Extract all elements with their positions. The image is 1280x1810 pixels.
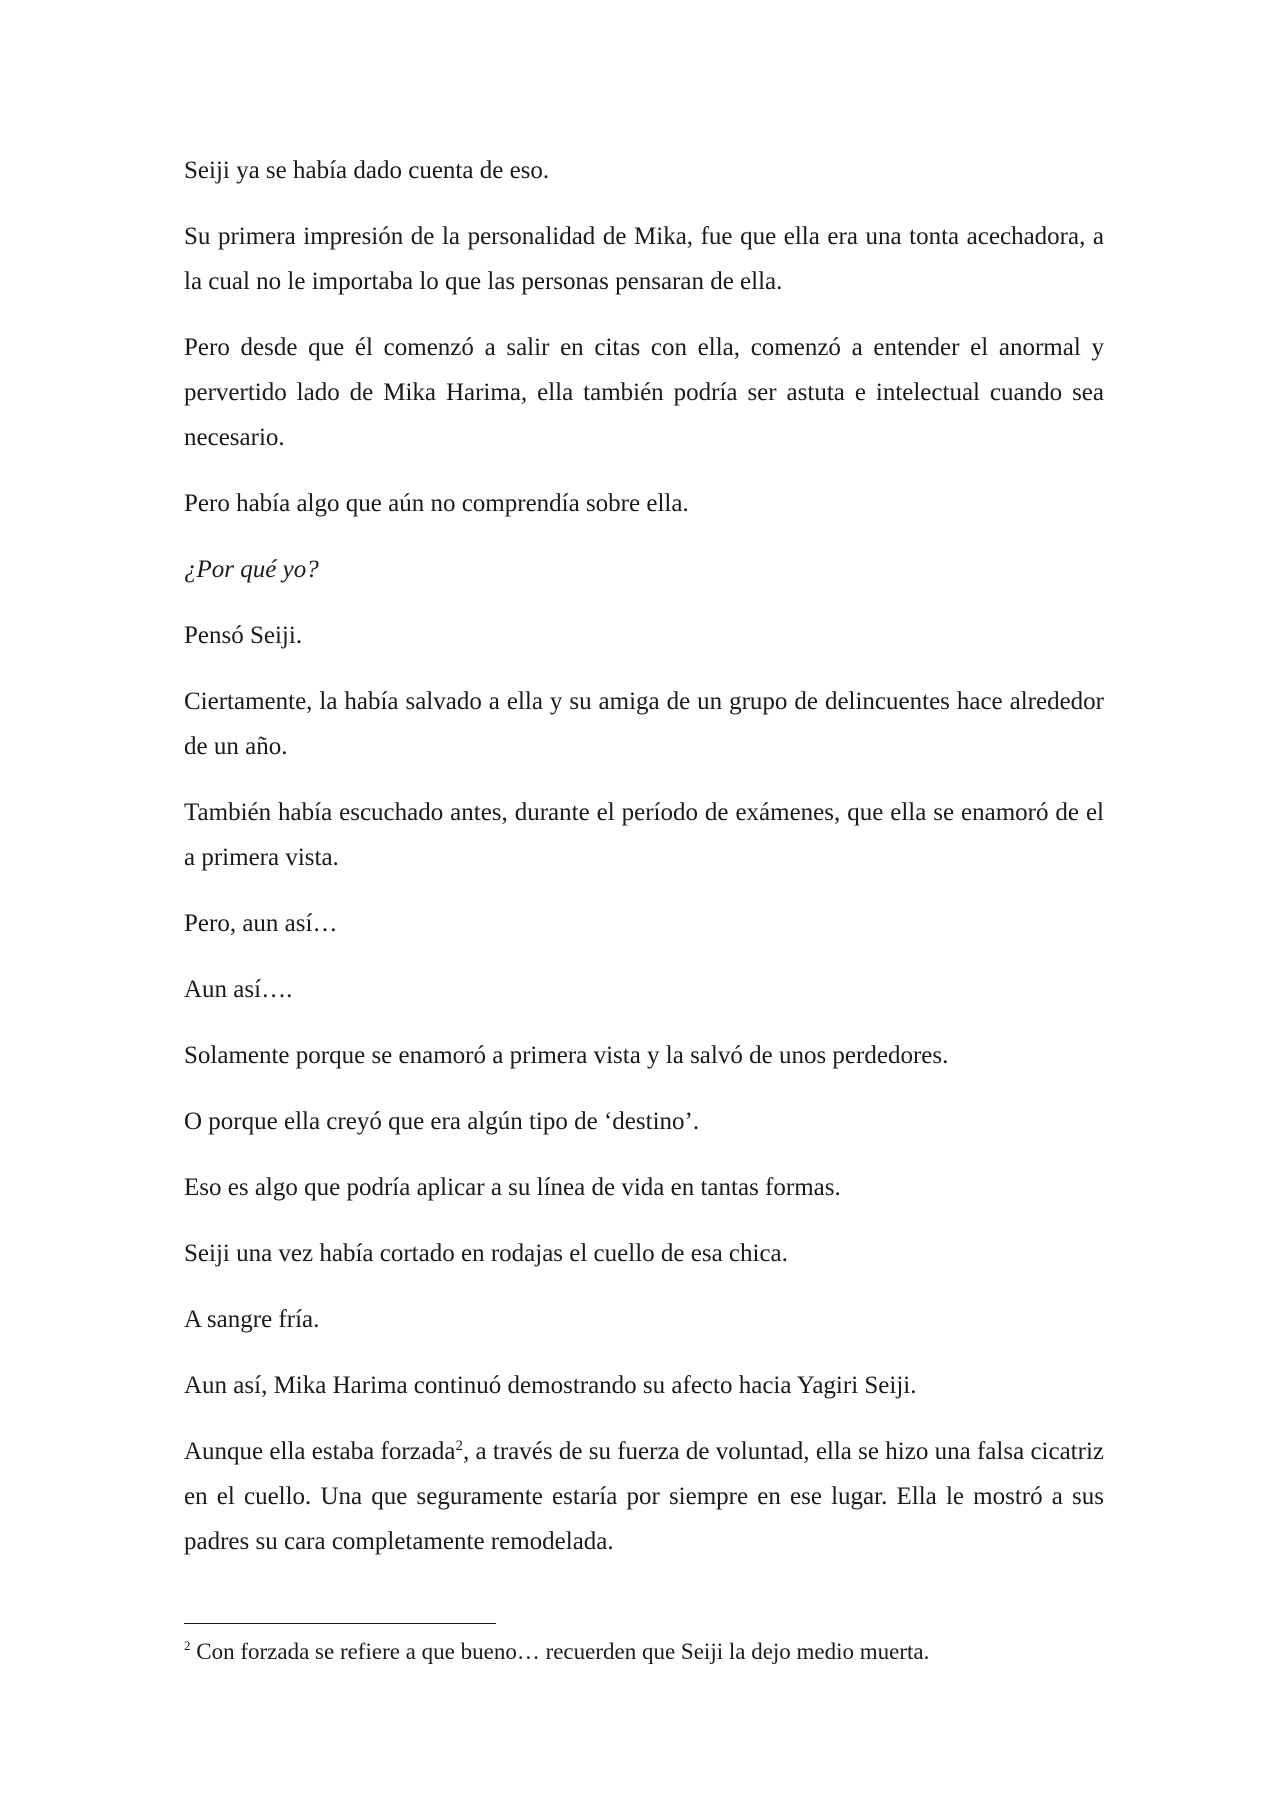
paragraph: Aun así, Mika Harima continuó demostrando su afecto hacia Yagiri Seiji.: [184, 1372, 917, 1399]
footnote-separator: [184, 1623, 496, 1624]
paragraph: Eso es algo que podría aplicar a su línea de vida en tantas formas.: [184, 1174, 841, 1201]
footnote-text: Con forzada se refiere a que bueno… recuerden que Seiji la dejo medio muerta.: [196, 1639, 930, 1664]
paragraph: Seiji ya se había dado cuenta de eso.: [184, 157, 550, 184]
paragraph: Aun así….: [184, 976, 293, 1003]
footnote-number: 2: [184, 1638, 191, 1653]
paragraph: Su primera impresión de la personalidad de Mika, fue que ella era una tonta acechadora, a la cual no le importaba lo que las personas pensaran de ella.: [184, 223, 1104, 295]
italic-paragraph: ¿Por qué yo?: [184, 556, 319, 583]
paragraph-text-end: , a través de su fuerza de voluntad, ella se hizo una falsa cicatriz en el cuello. Una que seguramente estaría por siempre en ese lugar. Ella le mostró a sus padres su cara completamente remodelada.: [184, 1438, 1104, 1555]
paragraph: Pensó Seiji.: [184, 622, 303, 649]
paragraph: A sangre fría.: [184, 1306, 320, 1333]
body-text: [184, 148, 1104, 1585]
paragraph-with-footnote-ref: [184, 1429, 1104, 1564]
paragraph-text-start: Aunque ella estaba forzada: [184, 1438, 456, 1465]
paragraph: Pero desde que él comenzó a salir en citas con ella, comenzó a entender el anormal y pervertido lado de Mika Harima, ella también podría ser astuta e intelectual cuando sea necesario.: [184, 334, 1104, 451]
paragraph: Pero había algo que aún no comprendía sobre ella.: [184, 490, 689, 517]
footnote: [184, 1637, 1104, 1667]
paragraph: O porque ella creyó que era algún tipo de ‘destino’.: [184, 1108, 700, 1135]
paragraph: Pero, aun así…: [184, 910, 338, 937]
footnote-reference[interactable]: 2: [455, 1438, 463, 1454]
paragraph: Solamente porque se enamoró a primera vista y la salvó de unos perdedores.: [184, 1042, 949, 1069]
paragraph: También había escuchado antes, durante el período de exámenes, que ella se enamoró de el a primera vista.: [184, 799, 1104, 871]
paragraph: Seiji una vez había cortado en rodajas el cuello de esa chica.: [184, 1240, 788, 1267]
paragraph: Ciertamente, la había salvado a ella y su amiga de un grupo de delincuentes hace alrededor de un año.: [184, 688, 1104, 760]
